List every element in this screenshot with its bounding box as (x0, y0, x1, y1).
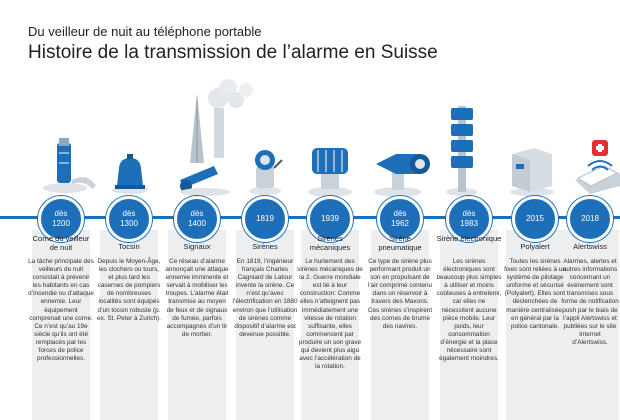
year-badge: dès 1300 (106, 196, 152, 242)
pneumatic-siren-icon (374, 154, 430, 197)
page-title: Histoire de la transmission de l’alarme en Suisse (28, 42, 438, 63)
era-electronic (436, 196, 502, 363)
year-badge: dès 1962 (377, 196, 423, 242)
era-caption: Alertswiss (573, 242, 607, 251)
electronic-siren-icon (446, 106, 478, 196)
era-caption: Sirène électronique (436, 234, 502, 243)
era-caption: Polyalert (520, 242, 550, 251)
era-description: Depuis le Moyen-Âge, les clochers ou tours, et plus tard les casernes de pompiers de nombreuses localités sont équipés d’un tocsin robuste (p. ex. St. Peter à Zurich). (97, 258, 161, 322)
control-box-icon (510, 148, 554, 196)
year-badge: dès 1983 (446, 196, 492, 242)
era-mechanical (297, 196, 363, 371)
mechanical-siren-icon (308, 148, 352, 197)
era-sirens (232, 196, 298, 338)
illustrations (0, 68, 620, 203)
supertitle: Du veilleur de nuit au téléphone portable (28, 24, 262, 39)
era-description: Alarmes, alertes et autres informations concernant un événement sont transmises sous forme de notification push par le biais de l’appli Alertswiss et publiées sur le site Internet d’Alertswiss. (561, 258, 619, 346)
era-description: Le hurlement des sirènes mécaniques de la 2. Guerre mondiale est lié à leur construction: Comme elles n’atteignent pas immédiatement une vitesse de rotation suffisante, elles commencent par produire un son grave qui devient plus aigu avec l’accélération de la rotation. (297, 258, 363, 371)
smartphone-icon (575, 140, 620, 194)
era-caption: Sirène pneumatique (378, 234, 422, 252)
era-caption: Signaux (183, 242, 211, 251)
year-badge: 1939 (307, 196, 353, 242)
year-badge: 2015 (512, 196, 558, 242)
era-bell (97, 196, 161, 322)
year-badge: 2018 (567, 196, 613, 242)
era-description: Les sirènes électroniques sont beaucoup plus simples à utiliser et moins coûteuses à entretenir, car elles ne nécessitent aucune pièce mobile. Leur poids, leur consommation d’énergie et la place nécessaire sont également moindres. (436, 258, 502, 363)
era-description: La tâche principale des veilleurs de nuit consistait à prévenir les habitants en cas d’incendie ou d’attaque ennemie. Leur équipement comprenait une corne. Ce n’est qu’au 19e siècle qu’ils ont été remplacés par les forces de police professionnelles. (28, 258, 94, 363)
hand-siren-icon (249, 150, 282, 195)
era-description: Toutes les sirènes fixes sont reliées à un système de pilotage uniforme et sécurisé (Polyalert). Elles sont déclenchées de manière centralisée, en général par la police cantonale. (504, 258, 566, 330)
bell-icon (112, 154, 148, 194)
year-badge: dès 1200 (38, 196, 84, 242)
horn-icon (43, 138, 96, 193)
era-pneumatic (367, 196, 433, 330)
era-description: En 1819, l’ingénieur français Charles Cagniard de Latour invente la sirène. Ce n’est qu’avec l’électrification en 1880 environ que l’utilisation de sirènes comme dispositif d’alarme est devenue possible. (232, 258, 298, 338)
era-description: Ce réseau d’alarme annonçait une attaque ennemie imminente et servait à mobiliser les troupes. L’alarme était transmise au moyen de feux et de signaux de fumée, parfois accompagnés d’un tir de mortier. (165, 258, 229, 338)
era-caption: Tocsin (118, 242, 140, 251)
era-signals (165, 196, 229, 338)
era-alertswiss (561, 196, 619, 346)
year-badge: dès 1400 (174, 196, 220, 242)
era-caption: Sirènes mécaniques (309, 234, 351, 252)
era-description: Ce type de sirène plus performant produit un son en propulsant de l’air comprimé contenu dans un réservoir à travers des Maxons. Ces sirènes s’inspirent des cornes de brume des navires. (367, 258, 433, 330)
era-caption: Sirènes (252, 242, 278, 251)
era-horn (28, 196, 94, 363)
cannon-icon (180, 79, 253, 196)
era-caption: Corne du veilleur de nuit (32, 234, 90, 252)
year-badge: 1819 (242, 196, 288, 242)
era-polyalert (504, 196, 566, 330)
